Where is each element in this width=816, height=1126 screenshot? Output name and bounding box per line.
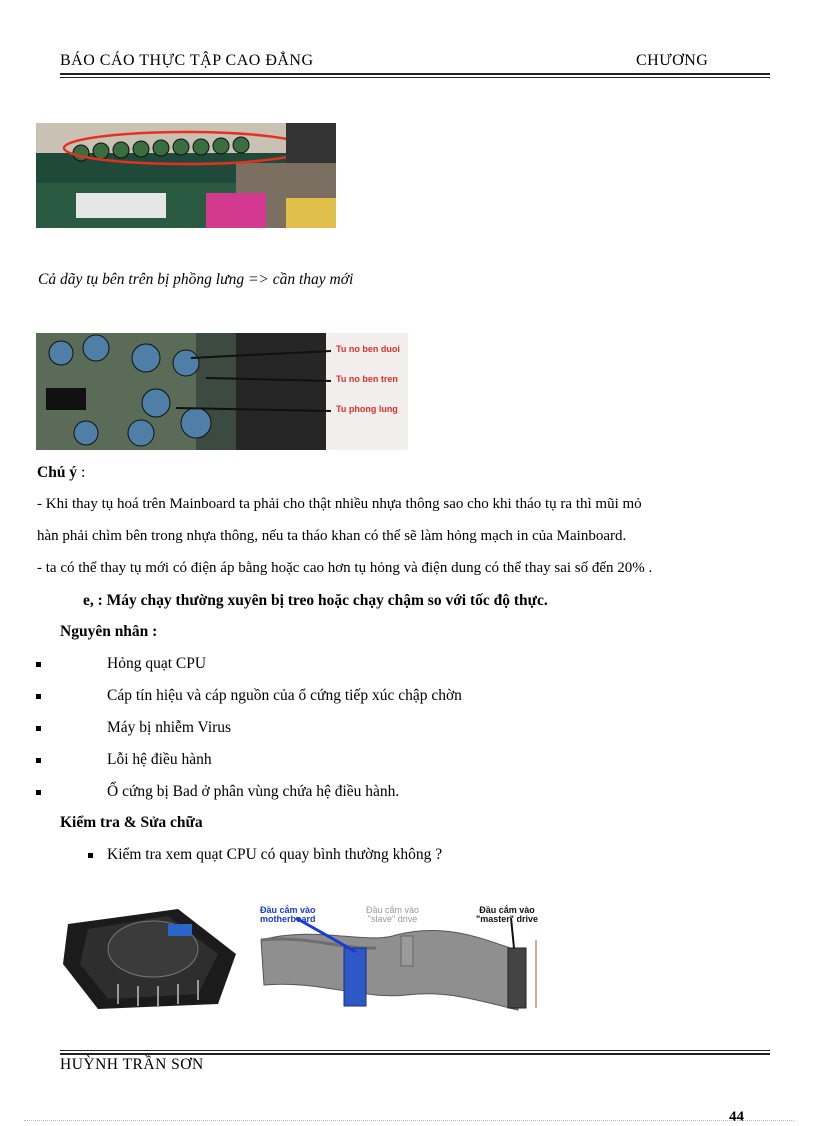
label-tu-no-ben-duoi: Tu no ben duoi [336,344,400,354]
bullet-icon [88,853,93,858]
label-tu-phong-lung: Tu phong lung [336,404,398,414]
bullet-icon [36,790,41,795]
capacitor-photo-2 [36,333,408,450]
label-slave-line2: "slave" drive [367,914,418,924]
header-left-title: BÁO CÁO THỰC TẬP CAO ĐẲNG [60,52,314,69]
header-rule-thin [60,77,770,78]
label-tu-no-ben-tren: Tu no ben tren [336,374,398,384]
label-master [476,906,538,924]
section-e-heading: e, : Máy chạy thường xuyên bị treo hoặc chạy chậm so với tốc độ thực. [83,592,548,609]
cause-item-3: Máy bị nhiễm Virus [107,719,232,736]
ide-cable-photo [256,900,556,1012]
bullet-icon [36,726,41,731]
note-line-2: hàn phải chìm bên trong nhựa thông, nếu ta tháo khan có thể sẽ làm hỏng mạch in của Mainboard. [37,528,627,544]
label-motherboard-line1: Đầu cắm vào [260,905,316,915]
label-master-line2: "master" drive [476,914,539,924]
bullet-icon [36,694,41,699]
note-title [37,463,85,483]
label-motherboard-line2: motherboard [260,914,316,924]
bullet-icon [36,758,41,763]
page-bottom-dotted-line [24,1120,794,1121]
label-slave-line1: Đầu cắm vào [366,905,420,915]
label-master-line1: Đầu cắm vào [479,905,535,915]
bullet-icon [36,662,41,667]
cause-item-2: Cáp tín hiệu và cáp nguồn của ổ cứng tiếp xúc chập chờn [107,687,462,704]
note-title-colon: : [80,464,86,481]
label-motherboard [260,906,316,924]
page-number: 44 [729,1109,744,1125]
header-right-title: CHƯƠNG [636,52,709,69]
note-line-1: - Khi thay tụ hoá trên Mainboard ta phải cho thật nhiều nhựa thông sao cho khi tháo tụ ra thì mũi mỏ [37,496,642,512]
capacitor-photo-1 [36,123,336,228]
caption-1: Cả dãy tụ bên trên bị phồng lưng => cần thay mới [38,271,354,288]
footer-rule [60,1053,770,1055]
cause-item-4: Lỗi hệ điều hành [107,751,212,768]
fix-title: Kiểm tra & Sửa chữa [60,814,203,831]
causes-title: Nguyên nhân : [60,623,158,640]
note-title-text: Chú ý [37,464,78,481]
footer-rule-thin [60,1050,770,1051]
fix-item-1: Kiểm tra xem quạt CPU có quay bình thường không ? [107,846,443,863]
label-slave [366,906,419,924]
footer-author: HUỲNH TRẦN SƠN [60,1056,204,1073]
header-rule [60,73,770,75]
cpu-fan-photo [58,904,240,1012]
cause-item-5: Ổ cứng bị Bad ở phân vùng chứa hệ điều hành. [107,783,400,800]
cause-item-1: Hỏng quạt CPU [107,655,207,672]
note-line-3: - ta có thể thay tụ mới có điện áp bằng hoặc cao hơn tụ hỏng và điện dung có thể thay sai số đến 20% . [37,560,653,576]
